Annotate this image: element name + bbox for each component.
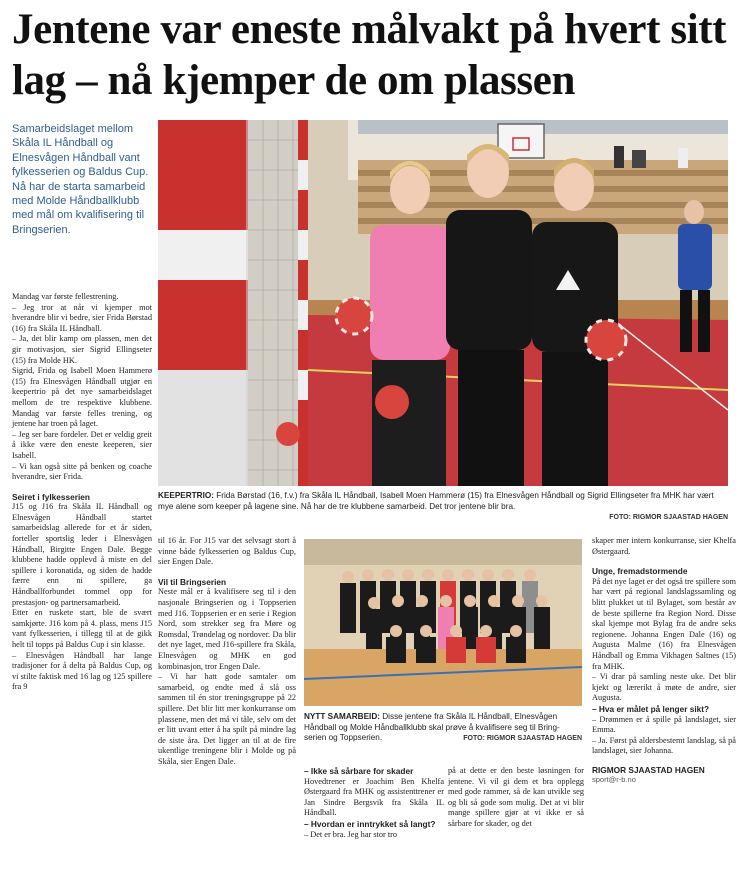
paragraph: Hovedtrener er Joachim Ben Khelfa Østergaard fra MHK og assistenttrener er Jan Sindre Bergsvik fra Skåla IL Håndball. <box>304 776 444 818</box>
article-column-3 <box>304 766 444 840</box>
paragraph: på at dette er den beste løsningen for jentene. Vi vil gi dem et bra opplegg med gode rammer, så de kan utvikle seg og bli så gode som mulig. Det at vi blir mange spillere gjør at vi ikke er så sårbare for skader, og det <box>448 766 584 828</box>
team-photo <box>304 539 582 706</box>
paragraph: Sigrid, Frida og Isabell Moen Hammerø (15) fra Elnesvågen Håndball utgjør en keepertrio på det nye samarbeidslaget mellom de tre respektive klubbene. Mandag var første felles trening, og jentene har troen på laget. <box>12 366 152 429</box>
team-caption-text: Disse jentene fra Skåla IL Håndball, Elnesvågen Håndball og Molde Håndballklubb skal prøve å kvalifisere seg til Bring-serien og Toppserien. <box>304 712 560 743</box>
paragraph: På det nye laget er det også tre spillere som har vært på regional landslagssamling og blitt plukket ut til Bylaget, som består av de beste spillerne fra Region Nord. Disse skal kjempe mot Bylag fra de andre seks regionene. Johanna Engen Dale (16) og Augusta Malme (16) fra Elnesvågen Håndball og Emma Vikhagen Saltnes (15) fra MHK. <box>592 576 736 671</box>
team-caption-label: NYTT SAMARBEID: <box>304 712 380 721</box>
main-caption-text: Frida Børstad (16, f.v.) fra Skåla IL Håndball, Isabell Moen Hammerø (15) fra Elnesvågen Håndball og Sigrid Ellingseter fra MHK har vært mye alene som keeper på lagene sine. Nå har de tre klubbene samarbeid. Det tror jentene blir bra. <box>158 491 714 511</box>
paragraph: J15 og J16 fra Skåla IL Håndball og Elnesvågen Håndball startet samarbeidslag allerede for et år siden, forteller sportslig leder i Elnesvågen Håndball, Birgitte Engen Dale. Begge klubbene hadde opplevd å miste en del spillere i koronatida, og siden de hadde færre enn ni spillere, ga Håndballforbundet tommel opp for prestasjon- og partnersamarbeid. <box>12 502 152 607</box>
paragraph: Neste mål er å kvalifisere seg til i den nasjonale Bringserien og i Toppserien med J16. Toppserien er en serie i Region Nord, som strekker seg fra Møre og Romsdal, Trøndelag og nordover. Da blir det nye laget, med J16-spillere fra Skåla, Elnesvågen og MHK en god kombinasjon, tror Engen Dale. <box>158 587 296 671</box>
question: – Hvordan er inntrykket så langt? <box>304 818 436 829</box>
article-column-2 <box>158 536 296 767</box>
subheading: Seiret i fylkesserien <box>12 491 90 502</box>
paragraph: – Det er bra. Jeg har stor tro <box>304 829 398 839</box>
main-photo-credit: FOTO: RIGMOR SJAASTAD HAGEN <box>609 514 728 521</box>
article-column-4 <box>448 766 584 830</box>
paragraph: – Ja, det blir kamp om plassen, men det gir motivasjon, sier Sigrid Ellingseter (15) fra Molde HK. <box>12 334 152 365</box>
paragraph: – Ja. Først på aldersbestemt landslag, så på landslaget, sier Johanna. <box>592 735 736 756</box>
subheading: Vil til Bringserien <box>158 576 227 587</box>
paragraph: skaper mer intern konkurranse, sier Khelfa Østergaard. <box>592 536 736 556</box>
paragraph: – Elnesvågen Håndball har lange tradisjoner for å delta på Baldus Cup, og vi stilte faktisk med 16 lag og 125 spillere fra 9 <box>12 650 152 692</box>
main-caption-label: KEEPERTRIO: <box>158 491 214 500</box>
byline: RIGMOR SJAASTAD HAGEN <box>592 764 705 775</box>
paragraph: – Vi drar på samling neste uke. Det blir kjekt og lærerikt å møte de andre, sier Augusta. <box>592 672 736 703</box>
paragraph: Mandag var første fellestrening. <box>12 292 119 301</box>
article-column-5 <box>592 536 736 786</box>
question: – Hva er målet på lenger sikt? <box>592 703 710 714</box>
paragraph: Etter en ruskete start, ble de svært samkjørte. J16 kom på 4. plass, mens J15 vant fylkesserien, i tillegg til at de gikk helt til topps på Baldus Cup i sin klasse. <box>12 608 152 649</box>
team-photo-credit: FOTO: RIGMOR SJAASTAD HAGEN <box>463 735 582 742</box>
paragraph: til 16 år. For J15 var det selvsagt stort å vinne både fylkesserien og Baldus Cup, sier Engen Dale. <box>158 536 296 567</box>
paragraph: – Vi kan også sitte på benken og coache hverandre, sier Frida. <box>12 461 152 482</box>
paragraph: – Drømmen er å spille på landslaget, sier Emma. <box>592 714 736 735</box>
subheading: – Ikke så sårbare for skader <box>304 766 414 776</box>
paragraph: – Jeg ser bare fordeler. Det er veldig greit å ikke være den eneste keeperen, sier Isabell. <box>12 429 152 460</box>
article-column-1 <box>12 292 152 693</box>
team-photo-drawing <box>304 539 582 706</box>
main-photo-drawing <box>158 120 728 486</box>
paragraph: – Vi har hatt gode samtaler om samarbeid, og endte med å slå oss sammen til én stor treningsgruppe på 22 spillere. Det blir litt mer konkurranse om plassene, men det må vi tåle, selv om det er litt uvant etter å ha spilt på mindre lag de siste åra. Det ligger an til at de fire ukentlige treningene blir i Molde og på Skåla, sier Engen Dale. <box>158 672 296 766</box>
headline: Jentene var eneste målvakt på hvert sitt lag – nå kjemper de om plassen <box>12 6 727 104</box>
ingress: Samarbeidslaget mellom Skåla IL Håndball og Elnesvågen Håndball vant fylkesserien og Baldus Cup. Nå har de starta samarbeid med Molde Håndballklubb med mål om kvalifisering til Bringserien. <box>12 123 149 236</box>
subheading: Unge, fremadstormende <box>592 566 688 577</box>
byline-email[interactable]: sport@r-b.no <box>592 775 636 785</box>
main-photo <box>158 120 728 486</box>
main-photo-caption <box>158 490 728 512</box>
paragraph: – Jeg tror at når vi kjemper mot hverandre blir vi bedre, sier Frida Børstad (16) fra Skåla IL Håndball. <box>12 302 152 333</box>
